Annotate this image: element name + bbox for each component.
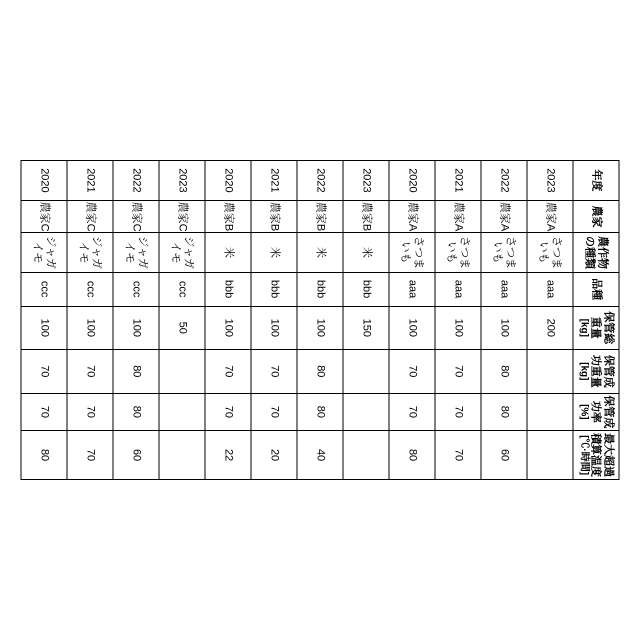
cell-success-weight: 80 xyxy=(297,350,343,394)
header-success-rate xyxy=(573,393,619,431)
cell-variety: bbb xyxy=(251,272,297,306)
cell-success-weight xyxy=(343,350,389,394)
table-row xyxy=(67,161,113,480)
cell-max-excess-temp: 20 xyxy=(251,431,297,480)
header-success-weight-label: 保管成功重量 xyxy=(589,354,615,388)
cell-success-rate: 80 xyxy=(297,393,343,431)
header-max-excess-temp-label: 最大超過積算温度 xyxy=(589,433,615,478)
cell-total-weight: 100 xyxy=(205,306,251,350)
cell-total-weight: 100 xyxy=(67,306,113,350)
cell-success-weight: 70 xyxy=(21,350,67,394)
cell-farm: 農家C xyxy=(67,200,113,232)
table-header-row xyxy=(573,161,619,480)
cell-success-weight xyxy=(159,350,205,394)
header-success-weight-unit: [kg] xyxy=(578,362,590,381)
cell-variety: ccc xyxy=(113,272,159,306)
cell-total-weight: 200 xyxy=(527,306,573,350)
header-success-weight xyxy=(573,350,619,394)
table-row xyxy=(481,161,527,480)
cell-year: 2021 xyxy=(251,161,297,201)
cell-success-rate: 70 xyxy=(205,393,251,431)
cell-farm: 農家C xyxy=(21,200,67,232)
cell-crop: 米 xyxy=(205,233,251,272)
cell-max-excess-temp: 22 xyxy=(205,431,251,480)
cell-total-weight: 100 xyxy=(21,306,67,350)
cell-year: 2023 xyxy=(343,161,389,201)
cell-crop: さつまいも xyxy=(527,233,573,272)
table-row xyxy=(297,161,343,480)
cell-total-weight: 100 xyxy=(113,306,159,350)
cell-year: 2022 xyxy=(297,161,343,201)
cell-farm: 農家C xyxy=(159,200,205,232)
table-body xyxy=(21,161,573,480)
cell-total-weight: 50 xyxy=(159,306,205,350)
cell-farm: 農家B xyxy=(205,200,251,232)
cell-success-weight: 70 xyxy=(67,350,113,394)
cell-max-excess-temp: 80 xyxy=(389,431,435,480)
header-total-weight-label: 保管総重量 xyxy=(589,311,615,345)
table-row xyxy=(251,161,297,480)
cell-year: 2022 xyxy=(481,161,527,201)
cell-crop: 米 xyxy=(251,233,297,272)
rotated-table-wrapper xyxy=(21,160,620,480)
cell-total-weight: 100 xyxy=(389,306,435,350)
cell-farm: 農家B xyxy=(251,200,297,232)
cell-farm: 農家B xyxy=(343,200,389,232)
cell-success-rate: 80 xyxy=(481,393,527,431)
cell-year: 2021 xyxy=(435,161,481,201)
cell-variety: bbb xyxy=(205,272,251,306)
cell-crop: 米 xyxy=(343,233,389,272)
cell-total-weight: 100 xyxy=(297,306,343,350)
table-row xyxy=(389,161,435,480)
cell-crop: さつまいも xyxy=(435,233,481,272)
cell-crop: ジャガイモ xyxy=(159,233,205,272)
header-variety xyxy=(573,272,619,306)
cell-success-rate xyxy=(343,393,389,431)
cell-success-weight: 70 xyxy=(389,350,435,394)
cell-variety: bbb xyxy=(343,272,389,306)
crop-storage-table xyxy=(21,160,620,480)
cell-farm: 農家A xyxy=(481,200,527,232)
header-year-label: 年度 xyxy=(590,169,603,192)
header-crop-type xyxy=(573,233,619,272)
cell-farm: 農家B xyxy=(297,200,343,232)
cell-year: 2020 xyxy=(389,161,435,201)
header-total-weight xyxy=(573,306,619,350)
cell-crop: ジャガイモ xyxy=(21,233,67,272)
cell-year: 2020 xyxy=(21,161,67,201)
header-success-rate-label: 保管成功率 xyxy=(589,395,615,429)
header-total-weight-unit: [kg] xyxy=(578,318,590,337)
cell-success-rate: 70 xyxy=(21,393,67,431)
table-row xyxy=(435,161,481,480)
cell-variety: ccc xyxy=(67,272,113,306)
cell-year: 2023 xyxy=(159,161,205,201)
header-year xyxy=(573,161,619,201)
table-row xyxy=(21,161,67,480)
cell-success-rate: 70 xyxy=(67,393,113,431)
cell-success-rate: 70 xyxy=(251,393,297,431)
cell-max-excess-temp: 80 xyxy=(21,431,67,480)
cell-success-weight: 70 xyxy=(205,350,251,394)
cell-crop: 米 xyxy=(297,233,343,272)
cell-max-excess-temp xyxy=(527,431,573,480)
header-max-excess-temp xyxy=(573,431,619,480)
cell-year: 2022 xyxy=(113,161,159,201)
header-variety-label: 品種 xyxy=(590,278,603,301)
cell-year: 2021 xyxy=(67,161,113,201)
cell-variety: aaa xyxy=(527,272,573,306)
table-row xyxy=(159,161,205,480)
cell-success-rate: 70 xyxy=(435,393,481,431)
header-farm-label: 農家 xyxy=(590,205,603,228)
cell-success-rate: 80 xyxy=(113,393,159,431)
cell-crop: ジャガイモ xyxy=(67,233,113,272)
table-row xyxy=(113,161,159,480)
cell-max-excess-temp: 40 xyxy=(297,431,343,480)
cell-year: 2020 xyxy=(205,161,251,201)
table-row xyxy=(527,161,573,480)
cell-success-weight: 70 xyxy=(251,350,297,394)
table-row xyxy=(343,161,389,480)
cell-total-weight: 150 xyxy=(343,306,389,350)
cell-farm: 農家A xyxy=(389,200,435,232)
cell-farm: 農家A xyxy=(435,200,481,232)
cell-max-excess-temp: 60 xyxy=(113,431,159,480)
header-crop-type-label: 農作物の種類 xyxy=(584,235,609,269)
cell-crop: さつまいも xyxy=(389,233,435,272)
header-max-excess-temp-unit: [℃·時間] xyxy=(578,435,590,476)
cell-variety: ccc xyxy=(21,272,67,306)
cell-crop: ジャガイモ xyxy=(113,233,159,272)
cell-max-excess-temp xyxy=(159,431,205,480)
cell-farm: 農家C xyxy=(113,200,159,232)
cell-total-weight: 100 xyxy=(251,306,297,350)
cell-success-weight xyxy=(527,350,573,394)
cell-farm: 農家A xyxy=(527,200,573,232)
cell-success-rate: 70 xyxy=(389,393,435,431)
table-row xyxy=(205,161,251,480)
cell-variety: aaa xyxy=(481,272,527,306)
cell-variety: aaa xyxy=(435,272,481,306)
cell-year: 2023 xyxy=(527,161,573,201)
header-success-rate-unit: [%] xyxy=(578,404,590,420)
cell-max-excess-temp: 70 xyxy=(435,431,481,480)
cell-success-weight: 80 xyxy=(113,350,159,394)
cell-total-weight: 100 xyxy=(481,306,527,350)
cell-success-rate xyxy=(159,393,205,431)
header-farm xyxy=(573,200,619,232)
cell-success-weight: 80 xyxy=(481,350,527,394)
cell-max-excess-temp xyxy=(343,431,389,480)
cell-variety: ccc xyxy=(159,272,205,306)
cell-success-rate xyxy=(527,393,573,431)
cell-variety: aaa xyxy=(389,272,435,306)
cell-total-weight: 100 xyxy=(435,306,481,350)
cell-success-weight: 70 xyxy=(435,350,481,394)
cell-crop: さつまいも xyxy=(481,233,527,272)
cell-variety: bbb xyxy=(297,272,343,306)
cell-max-excess-temp: 70 xyxy=(67,431,113,480)
cell-max-excess-temp: 60 xyxy=(481,431,527,480)
